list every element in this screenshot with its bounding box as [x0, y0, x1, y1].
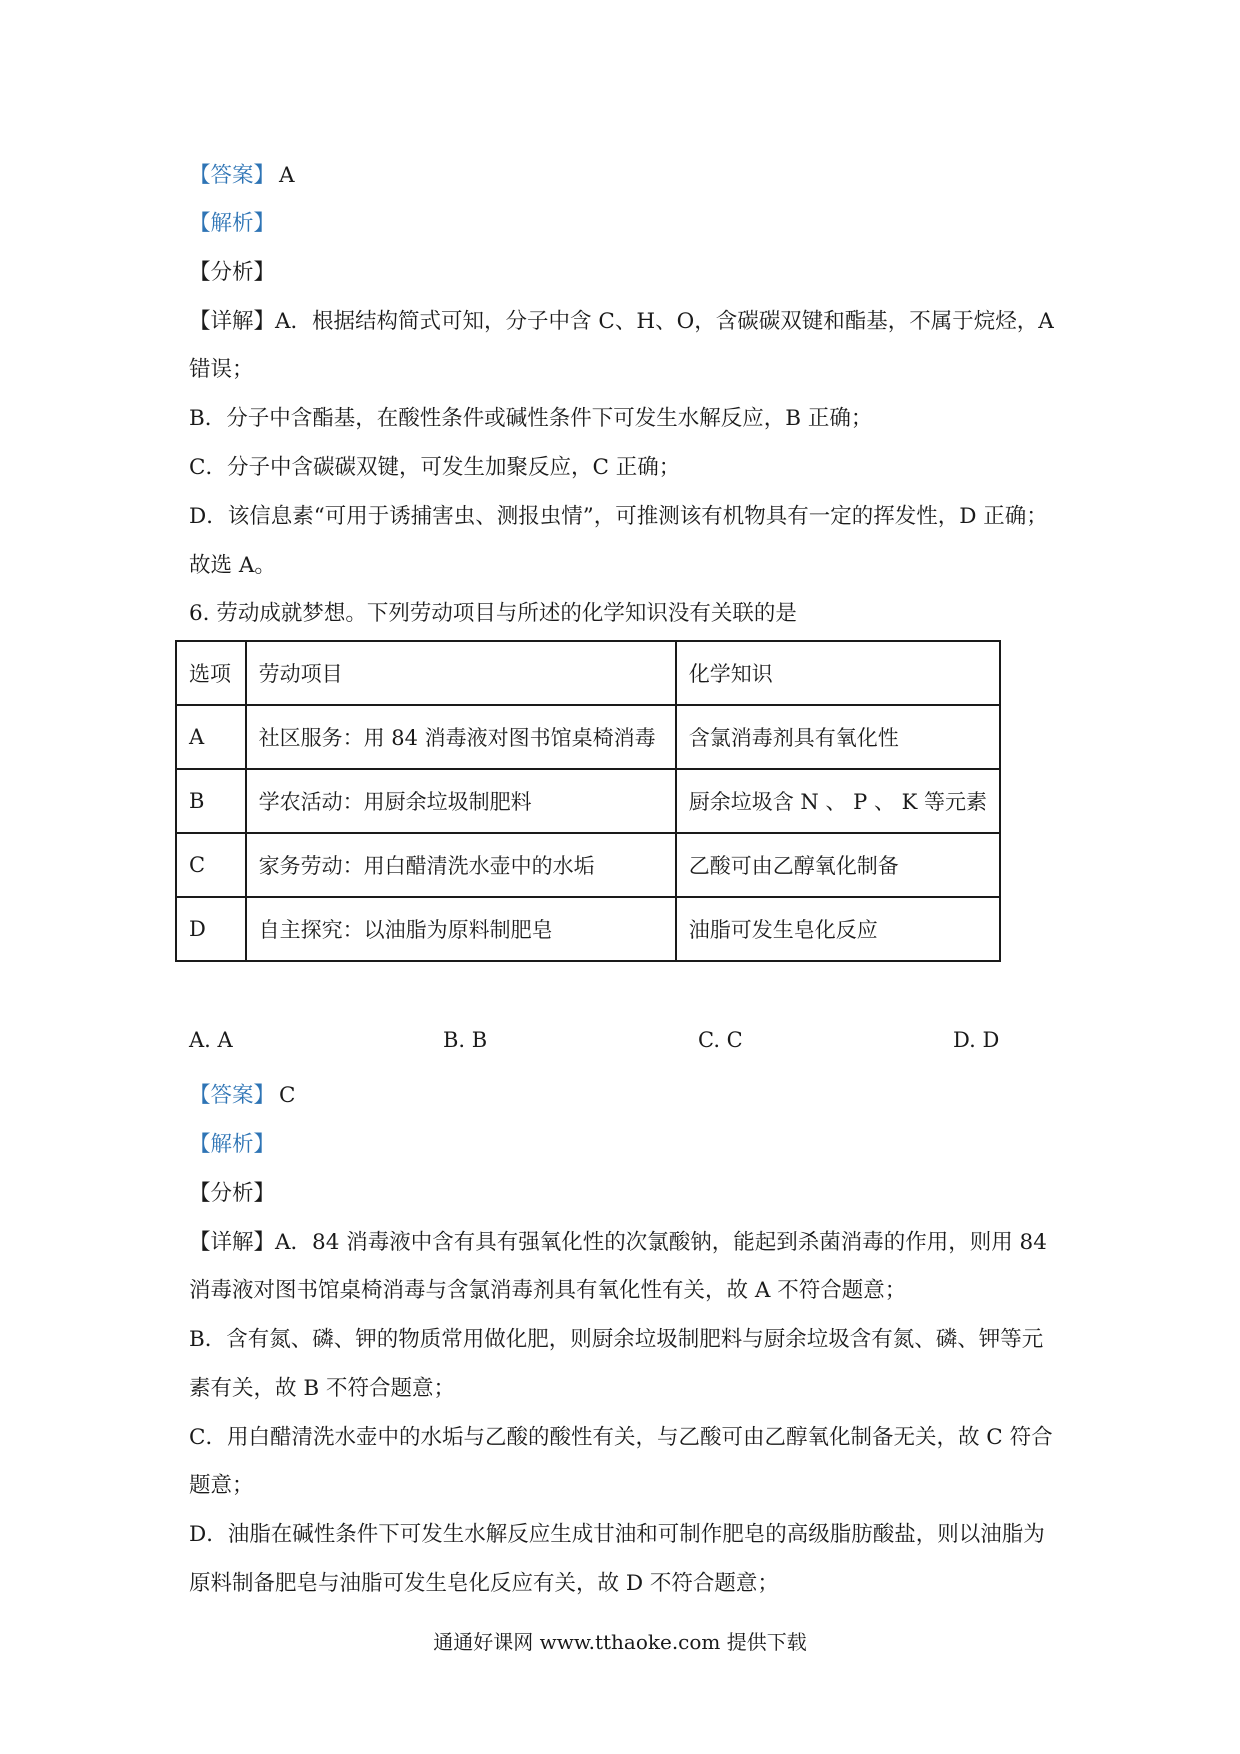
- table-cell: 社区服务：用 84 消毒液对图书馆桌椅消毒: [246, 705, 676, 769]
- detail-line: C．分子中含碳碳双键，可发生加聚反应，C 正确；: [189, 455, 681, 480]
- table-header-cell: 选项: [176, 641, 246, 705]
- table-row: [176, 897, 1000, 961]
- answer-options: [0, 1028, 1240, 1062]
- detail-line: 【详解】A．84 消毒液中含有具有强氧化性的次氯酸钠，能起到杀菌消毒的作用，则用 84: [189, 1230, 1047, 1255]
- detail-line: 素有关，故 B 不符合题意；: [189, 1376, 455, 1401]
- detail-line: D．该信息素“可用于诱捕害虫、测报虫情”，可推测该有机物具有一定的挥发性，D 正确；: [189, 504, 1048, 529]
- answer-line: [189, 161, 1069, 191]
- detail-line: B．分子中含酯基，在酸性条件或碱性条件下可发生水解反应，B 正确；: [189, 406, 873, 431]
- table-cell: 厨余垃圾含 N 、 P 、 K 等元素: [676, 769, 1000, 833]
- table-row: [176, 833, 1000, 897]
- table-cell: 学农活动：用厨余垃圾制肥料: [246, 769, 676, 833]
- option-a: A. A: [189, 1028, 233, 1052]
- table-cell: C: [176, 833, 246, 897]
- table-cell: 自主探究：以油脂为原料制肥皂: [246, 897, 676, 961]
- conclusion-line: 故选 A。: [189, 553, 276, 578]
- question-stem: 6. 劳动成就梦想。下列劳动项目与所述的化学知识没有关联的是: [189, 601, 797, 626]
- answer-value: A: [279, 163, 295, 188]
- table-header-row: [176, 641, 1000, 705]
- detail-line: 【详解】A．根据结构简式可知，分子中含 C、H、O，含碳碳双键和酯基，不属于烷烃，A: [189, 309, 1054, 334]
- fenxi-tag: 【分析】: [189, 260, 276, 285]
- table-cell: 乙酸可由乙醇氧化制备: [676, 833, 1000, 897]
- table-cell: 油脂可发生皂化反应: [676, 897, 1000, 961]
- analysis-tag: 【解析】: [189, 1132, 276, 1157]
- table-header-cell: 劳动项目: [246, 641, 676, 705]
- detail-line: C．用白醋清洗水壶中的水垢与乙酸的酸性有关，与乙酸可由乙醇氧化制备无关，故 C 符合: [189, 1425, 1053, 1450]
- table-cell: A: [176, 705, 246, 769]
- table-cell: 家务劳动：用白醋清洗水壶中的水垢: [246, 833, 676, 897]
- option-d: D. D: [953, 1028, 1000, 1052]
- page-footer: 通通好课网 www.tthaoke.com 提供下载: [433, 1630, 807, 1654]
- detail-line: B．含有氮、磷、钾的物质常用做化肥，则厨余垃圾制肥料与厨余垃圾含有氮、磷、钾等元: [189, 1327, 1044, 1352]
- answer-tag: 【答案】: [189, 1083, 276, 1108]
- table-header-cell: 化学知识: [676, 641, 1000, 705]
- answer-value: C: [279, 1083, 296, 1108]
- detail-line: 题意；: [189, 1473, 254, 1498]
- table-cell: 含氯消毒剂具有氧化性: [676, 705, 1000, 769]
- answer-tag: 【答案】: [189, 163, 276, 188]
- detail-line: D．油脂在碱性条件下可发生水解反应生成甘油和可制作肥皂的高级脂肪酸盐，则以油脂为: [189, 1522, 1045, 1547]
- question-table: [175, 640, 1001, 962]
- table-row: [176, 705, 1000, 769]
- table-cell: B: [176, 769, 246, 833]
- table-cell: D: [176, 897, 246, 961]
- option-c: C. C: [698, 1028, 743, 1052]
- detail-line: 消毒液对图书馆桌椅消毒与含氯消毒剂具有氧化性有关，故 A 不符合题意；: [189, 1278, 907, 1303]
- detail-line: 原料制备肥皂与油脂可发生皂化反应有关，故 D 不符合题意；: [189, 1571, 779, 1596]
- detail-line: 错误；: [189, 357, 254, 382]
- table-row: [176, 769, 1000, 833]
- fenxi-tag: 【分析】: [189, 1181, 276, 1206]
- analysis-tag: 【解析】: [189, 211, 276, 236]
- option-b: B. B: [443, 1028, 488, 1052]
- answer-line: [189, 1081, 1069, 1111]
